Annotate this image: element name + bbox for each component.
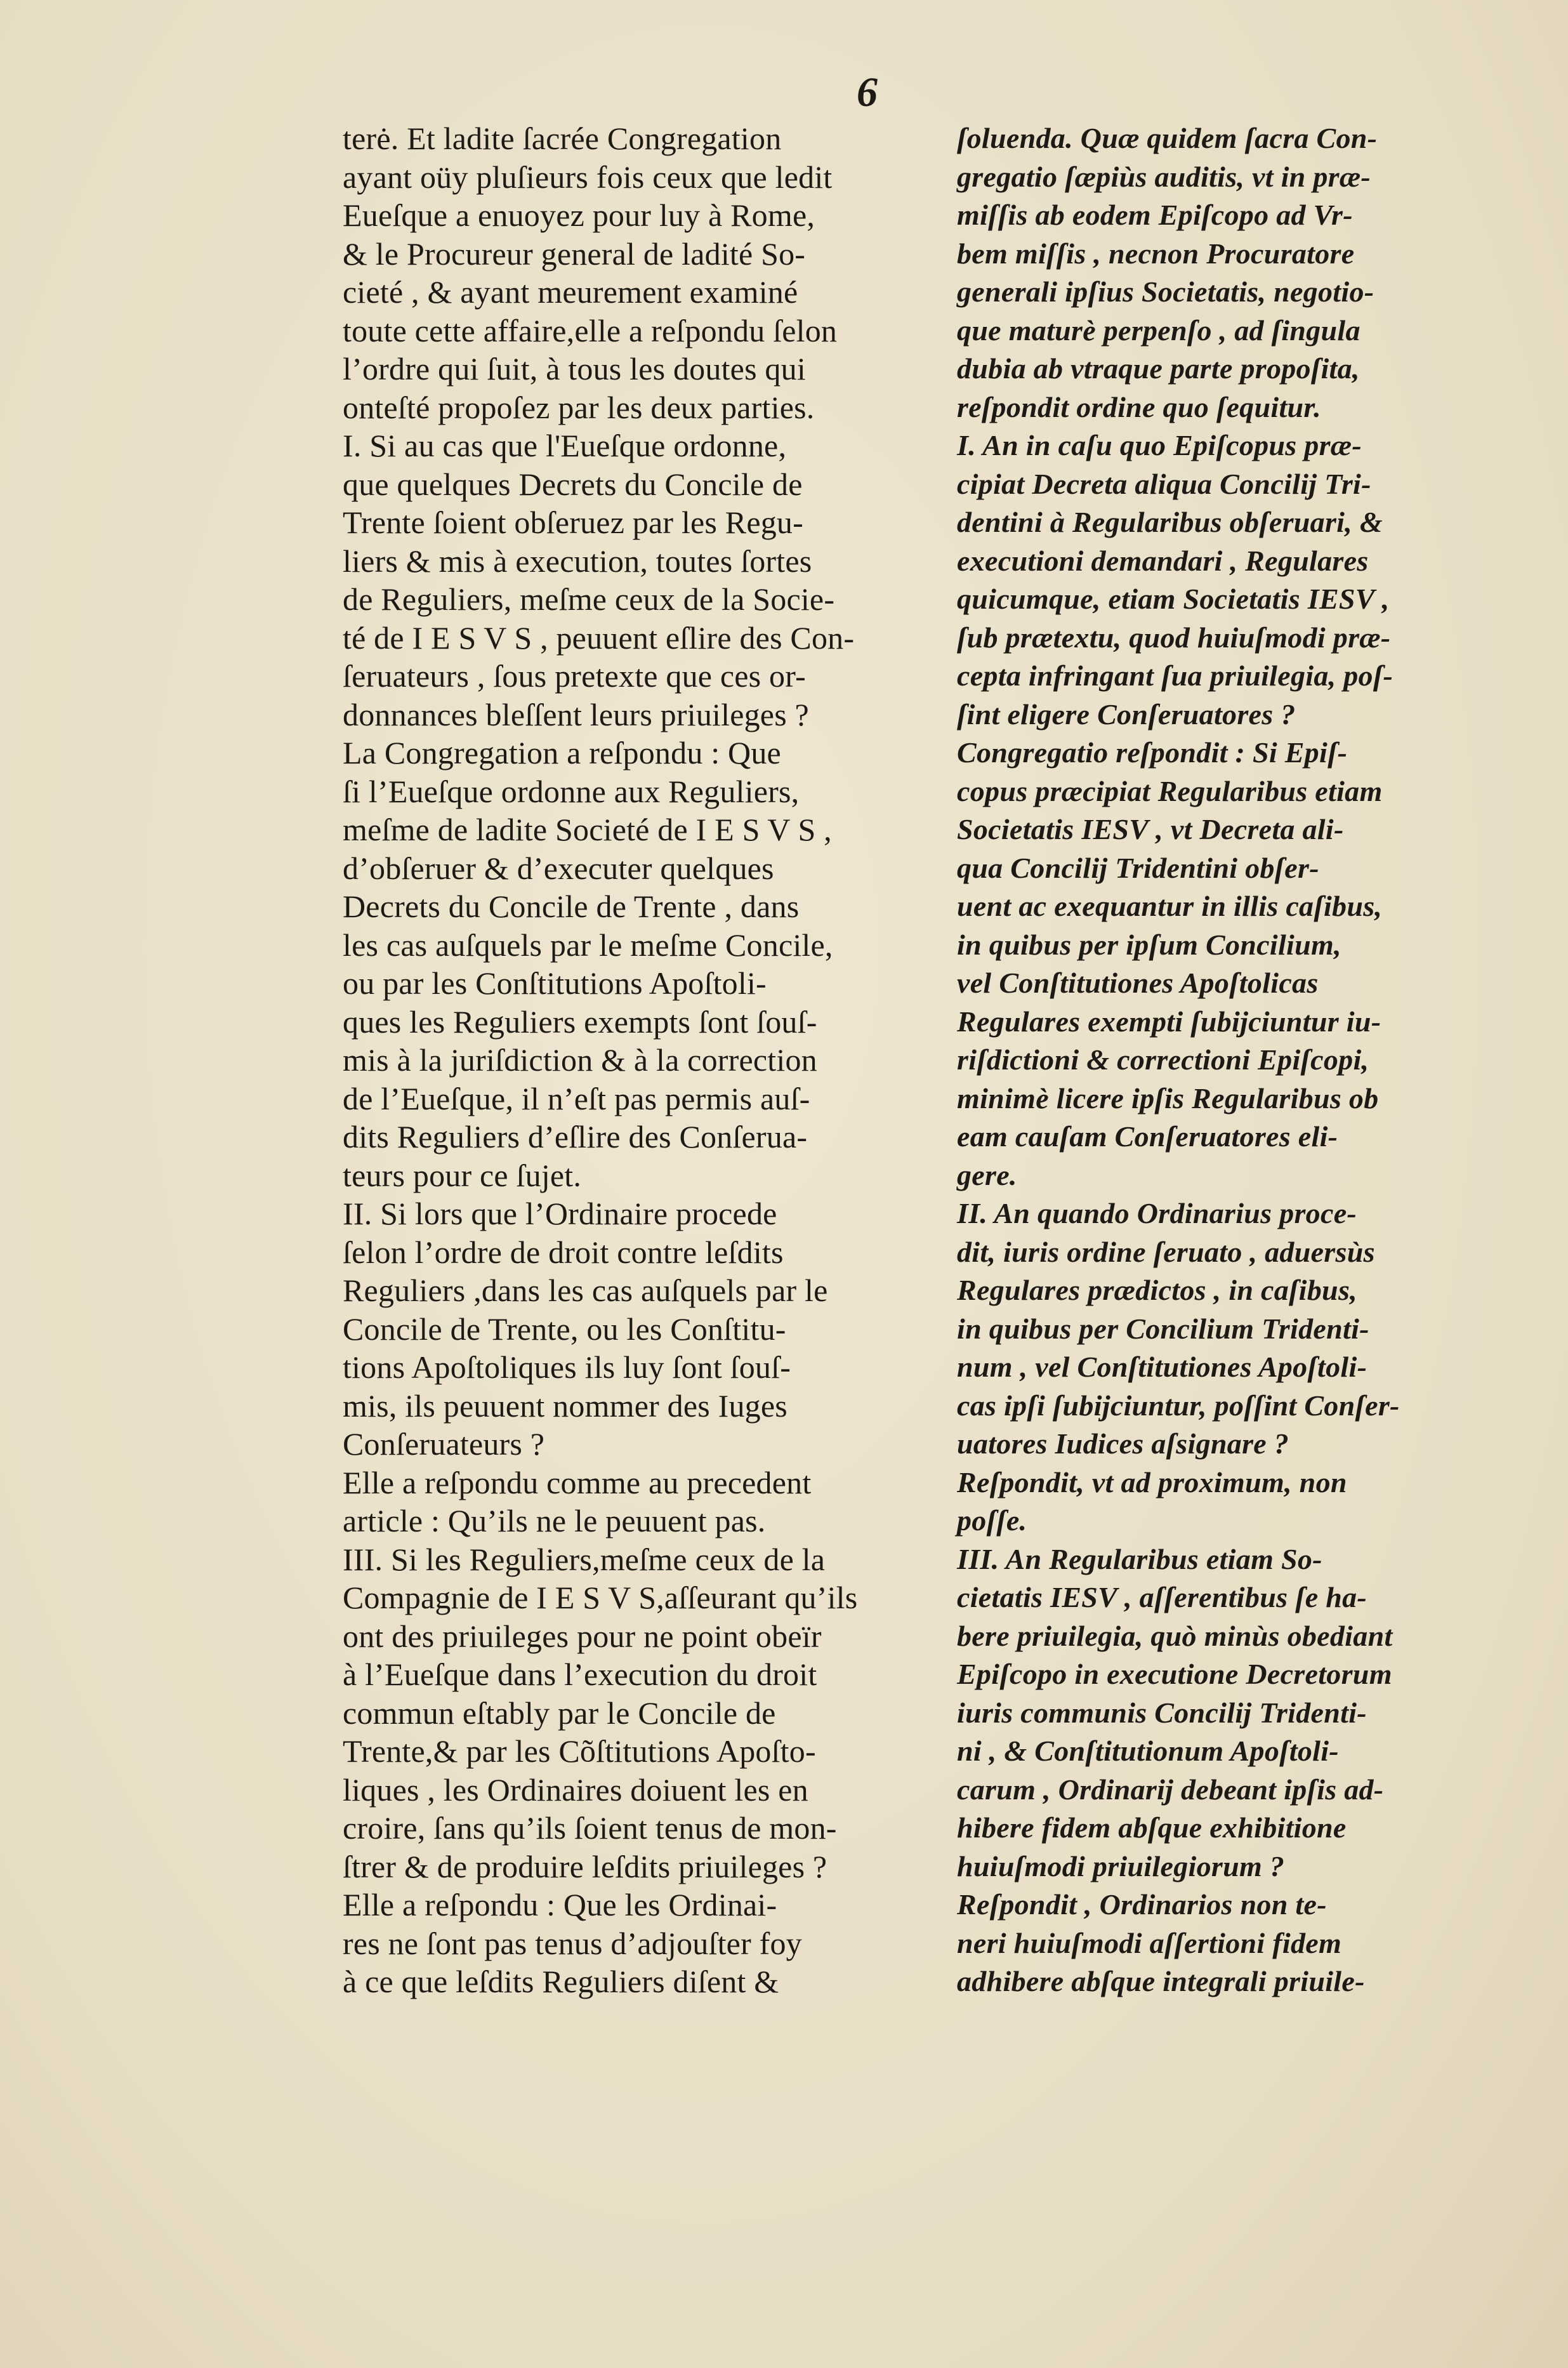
latin-text-line: Regulares exempti ſubijciuntur iu-: [957, 1005, 1381, 1038]
latin-text-line: bere priuilegia, quò minùs obediant: [957, 1619, 1393, 1652]
french-text-line: cieté , & ayant meurement examiné: [343, 274, 798, 310]
french-text-line: terė. Et ladite ſacrée Congregation: [343, 121, 782, 156]
latin-text-line: ni , & Conſtitutionum Apoſtoli-: [957, 1735, 1339, 1767]
french-text-line: ſtrer & de produire leſdits priuileges ?: [343, 1848, 827, 1884]
french-text-line: ont des priuileges pour ne point obeïr: [343, 1618, 822, 1654]
french-text-line: l’ordre qui ſuit, à tous les doutes qui: [343, 351, 806, 387]
latin-text-line: Epiſcopo in executione Decretorum: [957, 1658, 1392, 1690]
latin-text-line: Reſpondit , Ordinarios non te-: [957, 1888, 1327, 1921]
french-text-line: ſelon l’ordre de droit contre leſdits: [343, 1234, 784, 1270]
french-text-line: teurs pour ce ſujet.: [343, 1157, 582, 1193]
latin-text-line: generali ipſius Societatis, negotio-: [957, 275, 1374, 308]
french-text-line: I. Si au cas que l'Eueſque ordonne,: [343, 428, 787, 463]
french-text-line: Conſeruateurs ?: [343, 1426, 545, 1462]
french-text-line: La Congregation a reſpondu : Que: [343, 735, 781, 771]
french-text-line: Elle a reſpondu comme au precedent: [343, 1464, 812, 1500]
french-text-line: té de I E S V S , peuuent eſlire des Con-: [343, 619, 855, 656]
french-text-line: Eueſque a enuoyez pour luy à Rome,: [343, 197, 815, 233]
latin-text-line: huiuſmodi priuilegiorum ?: [957, 1849, 1285, 1882]
french-text-line: toute cette affaire,elle a reſpondu ſelon: [343, 312, 838, 348]
french-text-line: Trente ſoient obſeruez par les Regu-: [343, 505, 803, 540]
french-text-line: mis à la juriſdiction & à la correction: [343, 1042, 817, 1078]
latin-text-line: uent ac exequantur in illis caſibus,: [957, 890, 1383, 922]
latin-text-line: cietatis IESV , aſſerentibus ſe ha-: [957, 1581, 1367, 1613]
french-text-line: ſi l’Eueſque ordonne aux Reguliers,: [343, 773, 800, 809]
latin-text-line: quicumque, etiam Societatis IESV ,: [957, 583, 1390, 615]
latin-text-line: cepta infringant ſua priuilegia, poſ-: [957, 659, 1393, 692]
latin-text-line: II. An quando Ordinarius proce-: [957, 1197, 1357, 1229]
latin-text-line: Societatis IESV , vt Decreta ali-: [957, 813, 1344, 845]
latin-text-line: dentini à Regularibus obſeruari, &: [957, 506, 1383, 538]
latin-text-line: hibere fidem abſque exhibitione: [957, 1811, 1347, 1844]
french-text-line: liques , les Ordinaires doiuent les en: [343, 1771, 808, 1808]
latin-text-line: miſſis ab eodem Epiſcopo ad Vr-: [957, 199, 1353, 231]
french-text-column: [343, 119, 926, 2001]
french-text-line: mis, ils peuuent nommer des Iuges: [343, 1387, 787, 1424]
latin-text-line: adhibere abſque integrali priuile-: [957, 1965, 1365, 1997]
latin-text-line: num , vel Conſtitutiones Apoſtoli-: [957, 1351, 1367, 1383]
french-text-line: ou par les Conſtitutions Apoſtoli-: [343, 965, 767, 1001]
latin-text-line: Congregatio reſpondit : Si Epiſ-: [957, 736, 1348, 769]
french-text-line: de l’Eueſque, il n’eſt pas permis auſ-: [343, 1080, 810, 1116]
latin-text-line: riſdictioni & correctioni Epiſcopi,: [957, 1043, 1369, 1076]
french-text-line: que quelques Decrets du Concile de: [343, 466, 803, 502]
french-text-line: article : Qu’ils ne le peuuent pas.: [343, 1503, 766, 1538]
latin-text-line: poſſe.: [957, 1504, 1027, 1537]
french-text-line: & le Procureur general de ladité So-: [343, 235, 806, 272]
french-text-line: commun eſtably par le Concile de: [343, 1695, 776, 1731]
french-text-line: II. Si lors que l’Ordinaire procede: [343, 1196, 777, 1231]
latin-text-line: que maturè perpenſo , ad ſingula: [957, 314, 1360, 347]
latin-text-line: minimè licere ipſis Regularibus ob: [957, 1081, 1379, 1115]
latin-text-line: gere.: [957, 1158, 1017, 1191]
french-text-line: d’obſeruer & d’executer quelques: [343, 850, 774, 886]
latin-text-line: uatores Iudices aſsignare ?: [957, 1427, 1289, 1460]
french-text-line: onteſté propoſez par les deux parties.: [343, 389, 815, 425]
latin-text-line: ſub prætextu, quod huiuſmodi præ-: [957, 621, 1391, 654]
latin-text-line: copus præcipiat Regularibus etiam: [957, 774, 1383, 807]
french-text-line: Compagnie de I E S V S,aſſeurant qu’ils: [343, 1580, 858, 1615]
french-text-line: Trente,& par les Cõſtitutions Apoſto-: [343, 1733, 816, 1769]
latin-text-line: gregatio ſæpiùs auditis, vt in præ-: [957, 160, 1371, 193]
latin-text-column: [957, 119, 1477, 2001]
latin-text-line: dubia ab vtraque parte propoſita,: [957, 352, 1360, 385]
latin-text-line: executioni demandari , Regulares: [957, 544, 1369, 577]
latin-text-line: bem miſſis , necnon Procuratore: [957, 237, 1355, 270]
latin-text-line: cas ipſi ſubijciuntur, poſſint Conſer-: [957, 1389, 1400, 1422]
french-text-line: dits Reguliers d’eſlire des Conſerua-: [343, 1119, 808, 1154]
french-text-line: liers & mis à execution, toutes ſortes: [343, 543, 812, 579]
latin-text-line: qua Concilij Tridentini obſer-: [957, 851, 1319, 884]
french-text-line: ayant oüy pluſieurs fois ceux que ledit: [343, 159, 833, 195]
latin-text-line: III. An Regularibus etiam So-: [957, 1542, 1322, 1575]
latin-text-line: dit, iuris ordine ſeruato , aduersùs: [957, 1235, 1375, 1268]
french-text-line: meſme de ladite Societé de I E S V S ,: [343, 812, 832, 847]
french-text-line: tions Apoſtoliques ils luy ſont ſouſ-: [343, 1349, 791, 1385]
french-text-line: les cas auſquels par le meſme Concile,: [343, 927, 833, 963]
latin-text-line: in quibus per ipſum Concilium,: [957, 928, 1341, 961]
french-text-line: Concile de Trente, ou les Conſtitu-: [343, 1311, 786, 1347]
latin-text-line: iuris communis Concilij Tridenti-: [957, 1696, 1367, 1729]
latin-text-line: Reſpondit, vt ad proximum, non: [957, 1465, 1347, 1498]
french-text-line: à ce que leſdits Reguliers diſent &: [343, 1964, 779, 1999]
french-text-line: croire, ſans qu’ils ſoient tenus de mon-: [343, 1810, 837, 1846]
french-text-line: Decrets du Concile de Trente , dans: [343, 889, 800, 924]
latin-text-line: ſoluenda. Quæ quidem ſacra Con-: [957, 122, 1378, 154]
latin-text-line: vel Conſtitutiones Apoſtolicas: [957, 967, 1319, 999]
french-text-line: res ne ſont pas tenus d’adjouſter foy: [343, 1925, 802, 1961]
latin-text-line: Regulares prædictos , in caſibus,: [957, 1274, 1357, 1306]
latin-text-line: in quibus per Concilium Tridenti-: [957, 1312, 1369, 1345]
latin-text-line: I. An in caſu quo Epiſcopus præ-: [957, 429, 1362, 461]
french-text-line: Elle a reſpondu : Que les Ordinai-: [343, 1887, 777, 1922]
french-text-line: de Reguliers, meſme ceux de la Socie-: [343, 581, 835, 617]
latin-text-line: neri huiuſmodi aſſertioni fidem: [957, 1926, 1342, 1959]
page-number: 6: [857, 69, 878, 116]
latin-text-line: reſpondit ordine quo ſequitur.: [957, 390, 1321, 423]
french-text-line: ques les Reguliers exempts ſont ſouſ-: [343, 1003, 817, 1040]
french-text-line: ſeruateurs , ſous pretexte que ces or-: [343, 658, 806, 694]
french-text-line: III. Si les Reguliers,meſme ceux de la: [343, 1541, 826, 1577]
latin-text-line: eam cauſam Conſeruatores eli-: [957, 1120, 1338, 1153]
latin-text-line: carum , Ordinarij debeant ipſis ad-: [957, 1773, 1384, 1806]
latin-text-line: ſint eligere Conſeruatores ?: [957, 698, 1296, 731]
latin-text-line: cipiat Decreta aliqua Concilij Tri-: [957, 467, 1371, 500]
french-text-line: Reguliers ,dans les cas auſquels par le: [343, 1273, 828, 1308]
french-text-line: à l’Eueſque dans l’execution du droit: [343, 1657, 817, 1692]
french-text-line: donnances bleſſent leurs priuileges ?: [343, 696, 809, 732]
